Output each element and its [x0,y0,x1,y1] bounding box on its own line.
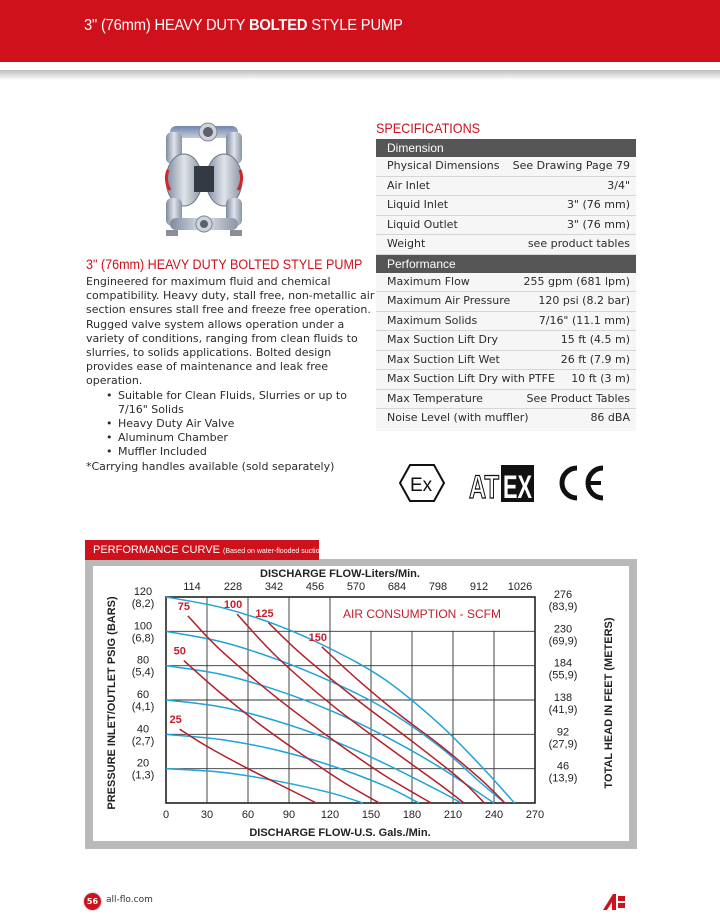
spec-label: Max Suction Lift Dry [387,333,498,346]
header-title [84,17,403,35]
x-tick-label: 90 [282,809,296,821]
y-tick-bar-label: (4,1) [131,701,155,713]
top-x-tick-label: 228 [223,581,243,593]
x-tick-label: 60 [241,809,255,821]
spec-row [376,196,636,216]
right-tick-meter-label: (41,9) [548,704,578,716]
top-x-tick-label: 456 [305,581,325,593]
atex-mark-text-b: EX [503,469,533,505]
spec-label: Air Inlet [387,178,430,192]
spec-label: Physical Dimensions [387,159,500,172]
y-tick-label: 40 [136,723,150,736]
x-tick-label: 210 [443,809,463,821]
spec-value: 10 ft (3 m) [571,372,630,385]
spec-row [376,292,636,312]
y-tick-label: 120 [133,586,153,598]
spec-row [376,370,636,390]
header-title-bold: BOLTED [248,17,308,34]
x-tick-label: 0 [162,809,170,821]
spec-label: Maximum Flow [387,274,470,288]
product-title: 3" (76mm) HEAVY DUTY BOLTED STYLE PUMP [86,257,363,272]
ex-mark-text: Ex [410,475,433,496]
y-tick-bar-label: (2,7) [131,735,155,748]
header-title-pre: 3" (76mm) HEAVY DUTY [84,17,249,34]
spec-value: 120 psi (8.2 bar) [538,294,630,307]
atex-icon [468,462,536,504]
x-tick-label: 240 [484,809,504,821]
air-curve-label: 50 [173,645,186,658]
spec-value: See Drawing Page 79 [512,159,630,172]
y-tick-label: 80 [136,654,150,667]
right-tick-meter-label: (13,9) [548,772,578,785]
spec-value: 3" (76 mm) [566,217,630,231]
performance-curve-tab [85,540,326,560]
feature-list [86,389,376,460]
specifications-table [376,139,636,431]
chart-tab-title: PERFORMANCE CURVE [93,544,220,556]
feature-item: • Muffler Included [106,445,376,459]
right-tick-feet-label: 46 [556,760,570,773]
description-text: Engineered for maximum fluid and chemical compatibility. Heavy duty, stall free, non-metallic air section ensures stall free and freeze free operation. Rugged valve system allows operation under a variety of conditions, ranging from clean fluids to slurries, to solids applications. Bolted design provides ease of maintenance and leak free operation. [86,275,375,388]
spec-label: Max Temperature [387,391,483,405]
ce-mark-icon [555,462,607,504]
spec-label: Maximum Air Pressure [387,294,511,307]
carrying-handles-note: *Carrying handles available (sold separately) [86,460,335,473]
x-tick-label: 30 [200,809,214,821]
page-number-badge: 56 [84,893,101,910]
spec-row [376,409,636,431]
x-axis-title: DISCHARGE FLOW-U.S. Gals./Min. [249,827,431,839]
y-tick-label: 60 [136,689,150,701]
spec-value: 86 dBA [590,411,630,424]
top-x-tick-label: 570 [346,581,366,593]
y-axis-title: PRESSURE INLET/OUTLET PSIG (BARS) [106,596,118,810]
spec-row [376,312,636,332]
air-curve-label: 25 [169,714,182,727]
spec-value: 15 ft (4.5 m) [560,333,630,346]
x-tick-label: 120 [320,809,340,821]
y-tick-bar-label: (6,8) [131,632,155,645]
spec-value: See Product Tables [526,391,630,405]
spec-value: 26 ft (7.9 m) [560,352,630,366]
right-y-axis-title: TOTAL HEAD IN FEET (METERS) [603,617,615,789]
spec-row [376,216,636,236]
right-tick-meter-label: (27,9) [548,738,578,751]
header-shadow-divider [0,70,720,80]
y-tick-label: 20 [136,757,150,770]
chart-tab-subtitle: (Based on water-flooded suction) [223,548,326,555]
section-heading-dimension: Dimension [376,139,636,157]
spec-value: 3" (76 mm) [566,198,630,211]
spec-row [376,390,636,410]
y-tick-bar-label: (1,3) [131,769,155,782]
air-consumption-annotation: AIR CONSUMPTION - SCFM [343,607,501,621]
atex-mark-text-a: AT [469,469,500,505]
product-description [86,275,376,460]
x-tick-label: 150 [361,809,381,821]
spec-label: Weight [387,237,426,250]
spec-row [376,177,636,197]
right-tick-feet-label: 92 [556,726,570,739]
spec-value: 7/16" (11.1 mm) [538,313,630,327]
right-tick-feet-label: 276 [553,589,573,601]
ex-explosion-proof-icon [398,462,446,504]
top-x-tick-label: 798 [428,581,448,593]
spec-label: Noise Level (with muffler) [387,411,529,424]
right-tick-meter-label: (69,9) [548,635,578,648]
specifications-title: SPECIFICATIONS [376,120,481,136]
footer-url[interactable]: all-flo.com [106,895,153,905]
spec-row [376,351,636,371]
feature-item: • Suitable for Clean Fluids, Slurries or up to 7/16" Solids [106,389,376,417]
spec-label: Liquid Inlet [387,198,449,211]
right-tick-meter-label: (55,9) [548,669,578,682]
top-x-tick-label: 342 [264,581,284,593]
diaphragm-pump-photo-icon [158,118,250,242]
spec-label: Liquid Outlet [387,217,458,231]
all-flo-logo-icon [603,894,625,910]
section-heading-performance: Performance [376,255,636,273]
spec-value: see product tables [527,237,630,250]
spec-label: Max Suction Lift Wet [387,352,500,366]
right-tick-feet-label: 230 [553,623,573,636]
x-tick-label: 180 [402,809,422,821]
x-tick-label: 270 [525,809,545,821]
top-x-tick-label: 684 [387,581,407,593]
feature-item: • Aluminum Chamber [106,431,376,445]
top-x-axis-title: DISCHARGE FLOW-Liters/Min. [260,568,420,580]
header-title-post: STYLE PUMP [307,17,403,34]
air-curve-label: 125 [255,607,274,620]
spec-value: 255 gpm (681 lpm) [523,274,630,288]
spec-row [376,331,636,351]
performance-chart-frame [85,559,637,849]
y-tick-bar-label: (8,2) [131,598,155,610]
spec-value: 3/4" [607,178,630,192]
y-tick-bar-label: (5,4) [131,666,155,679]
air-curve-label: 150 [308,631,327,644]
air-curve-label: 100 [223,599,243,612]
spec-row [376,273,636,293]
spec-label: Max Suction Lift Dry with PTFE [387,372,555,385]
air-curve-label: 75 [177,600,190,613]
right-tick-feet-label: 184 [553,657,573,670]
page-header [0,0,720,62]
right-tick-meter-label: (83,9) [548,601,578,613]
top-x-tick-label: 912 [469,581,489,593]
y-tick-label: 100 [133,620,153,633]
spec-row [376,157,636,177]
ce-mark-text: CE [555,462,557,463]
performance-curve-chart [93,566,629,841]
spec-row [376,235,636,255]
top-x-tick-label: 114 [183,581,201,593]
top-x-tick-label: 1026 [507,581,533,593]
feature-item: • Heavy Duty Air Valve [106,417,376,431]
spec-label: Maximum Solids [387,313,478,327]
right-tick-feet-label: 138 [553,692,573,704]
performance-chart-panel [93,566,629,841]
